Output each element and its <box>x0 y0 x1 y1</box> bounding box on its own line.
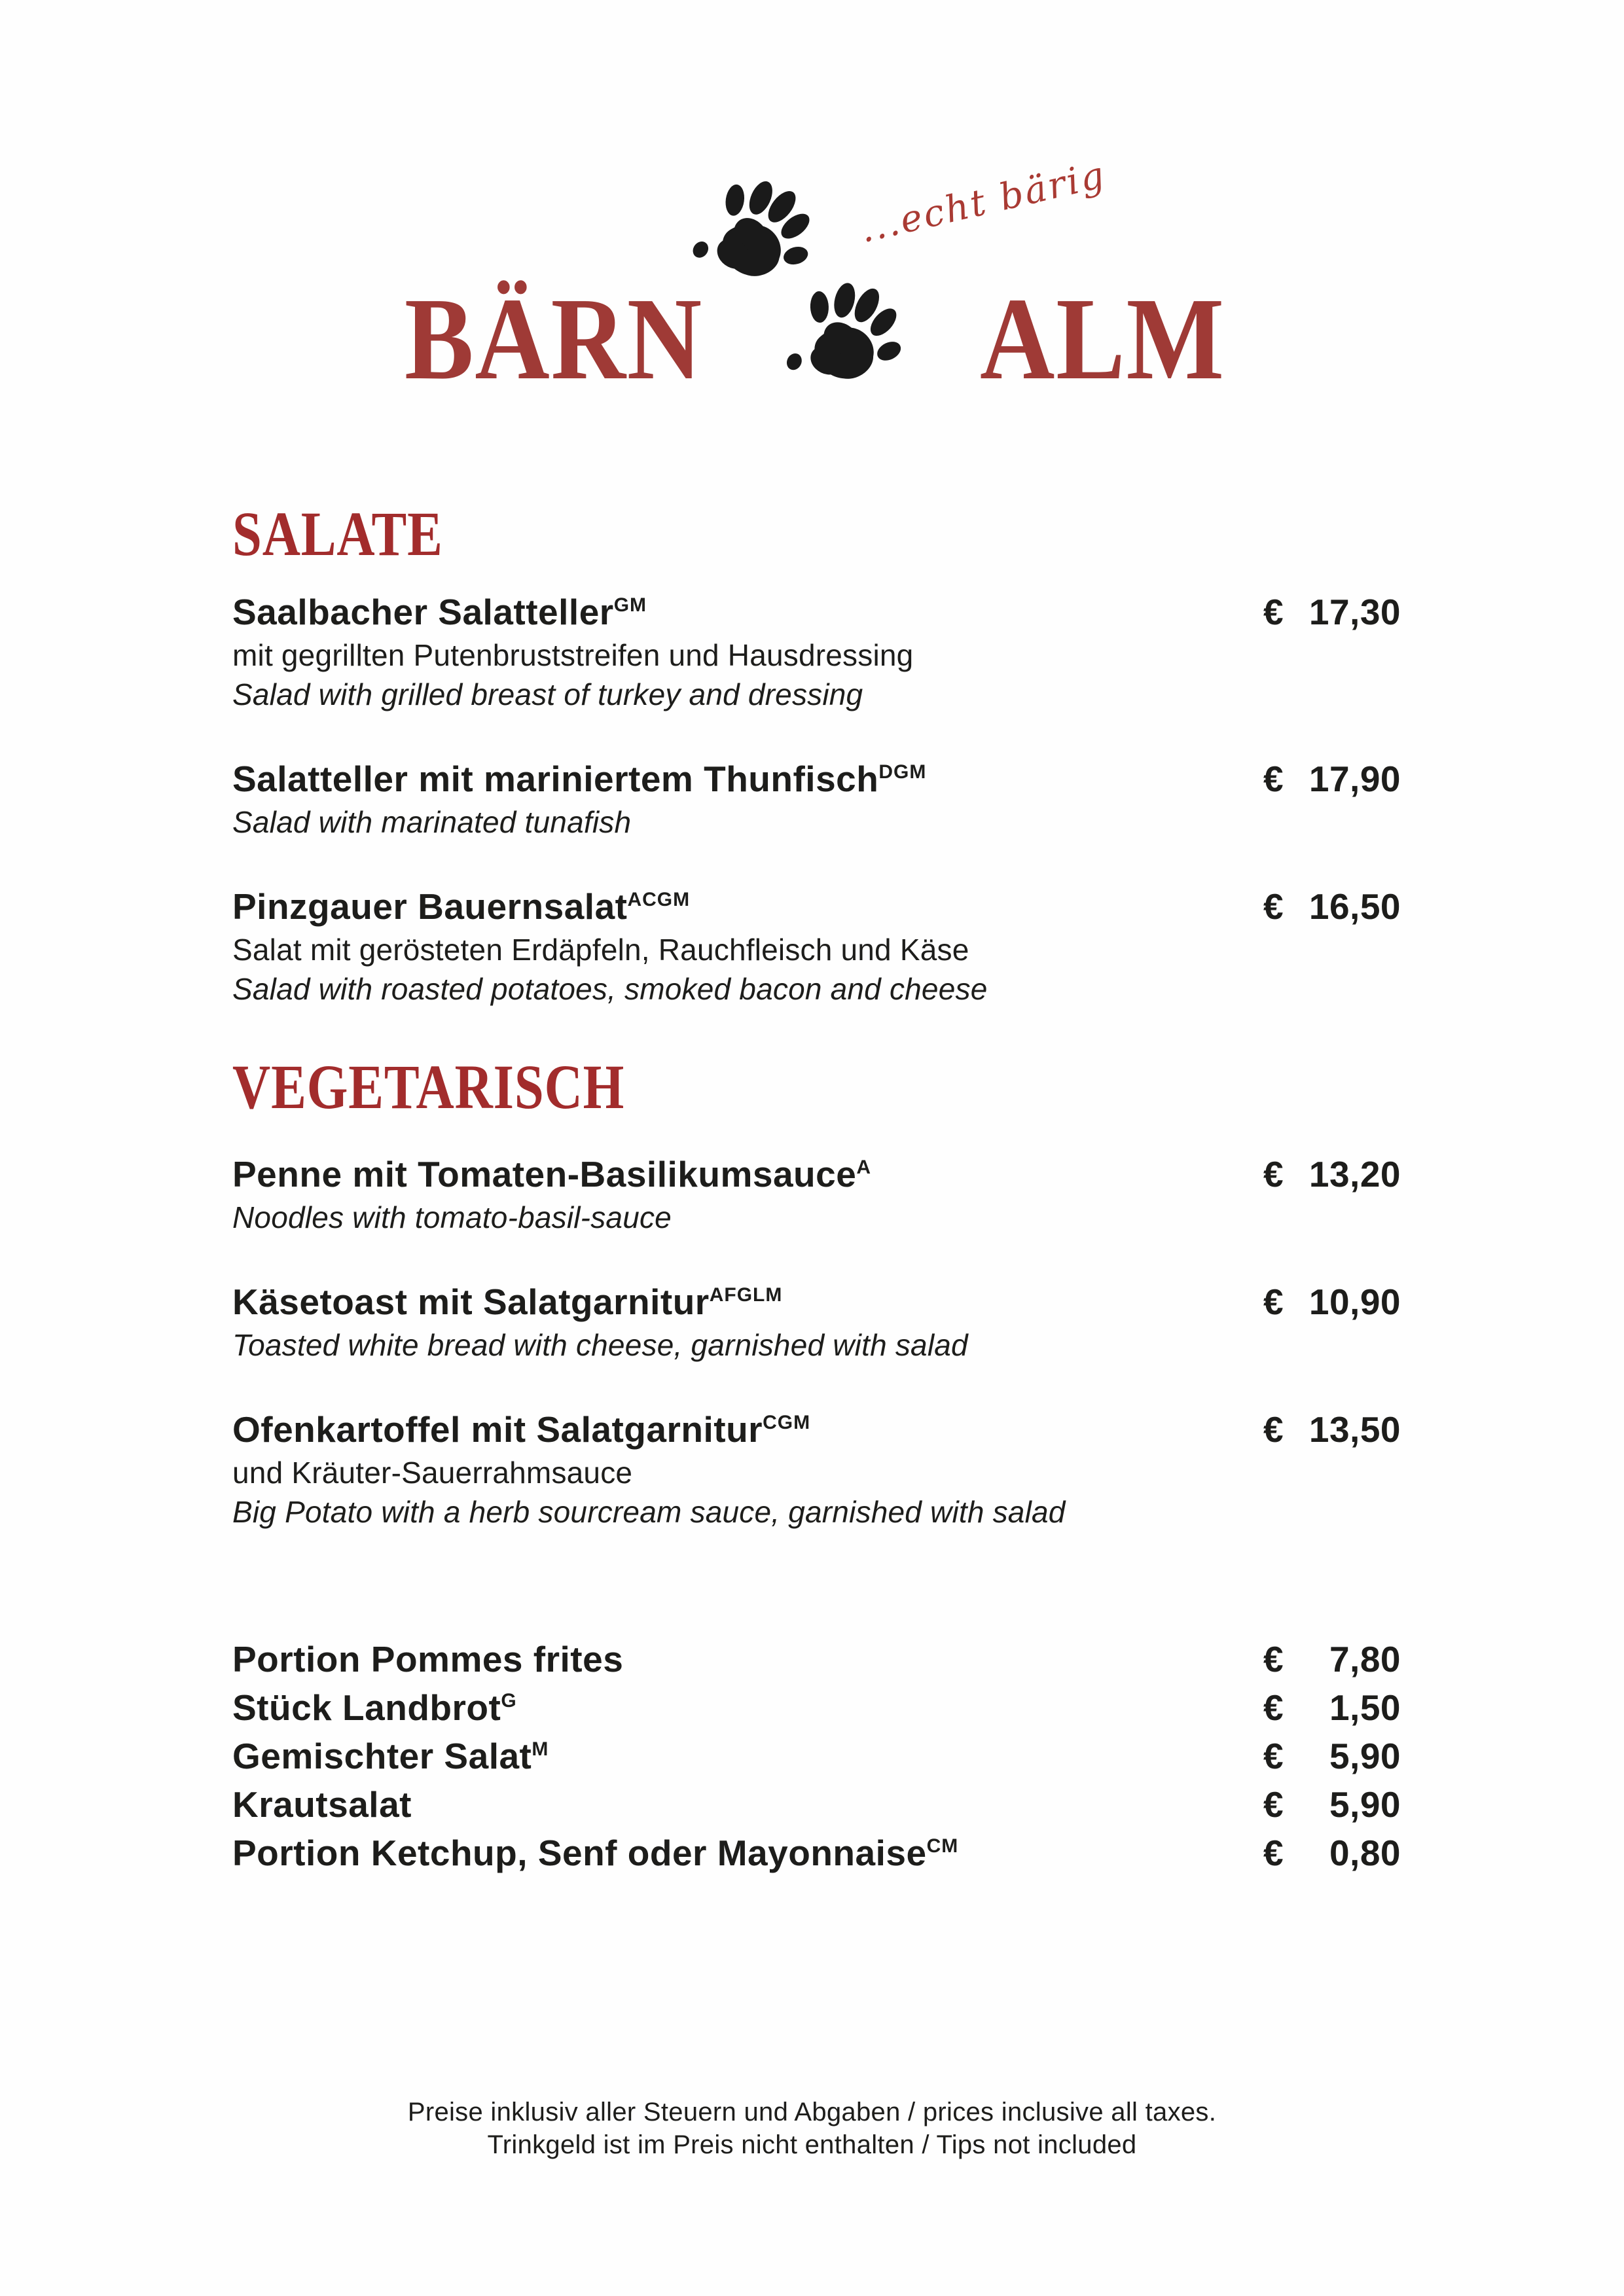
item-allergen-codes: G <box>501 1690 517 1712</box>
item-price <box>1263 1683 1401 1732</box>
item-price <box>1263 761 1401 797</box>
item-desc-de: Salat mit gerösteten Erdäpfeln, Rauchfleisch und Käse <box>232 933 969 967</box>
price-amount: 5,90 <box>1329 1736 1401 1776</box>
item-name-text: Portion Pommes frites <box>232 1639 624 1679</box>
currency-symbol: € <box>1263 886 1284 927</box>
price-amount: 1,50 <box>1329 1687 1401 1728</box>
currency-symbol: € <box>1263 1154 1284 1194</box>
item-desc-en: Toasted white bread with cheese, garnished with salad <box>232 1328 968 1362</box>
item-name-text: Penne mit Tomaten-Basilikumsauce <box>232 1154 857 1194</box>
menu-item <box>232 886 1401 1009</box>
item-name <box>232 1409 811 1450</box>
currency-symbol: € <box>1263 759 1284 799</box>
menu-item <box>232 594 1401 714</box>
item-allergen-codes: GM <box>613 594 647 616</box>
menu-item <box>232 1154 1401 1237</box>
footer-note <box>0 2096 1624 2161</box>
item-allergen-codes: A <box>856 1157 871 1178</box>
price-amount: 17,90 <box>1308 759 1401 799</box>
currency-symbol: € <box>1263 1409 1284 1450</box>
item-desc-en: Salad with grilled breast of turkey and dressing <box>232 677 863 711</box>
sides-list <box>232 1635 1401 1877</box>
price-amount: 5,90 <box>1329 1784 1401 1825</box>
currency-symbol: € <box>1263 1687 1284 1728</box>
section-title-salate: SALATE <box>232 499 443 569</box>
currency-symbol: € <box>1263 1736 1284 1776</box>
currency-symbol: € <box>1263 592 1284 632</box>
item-desc-de: mit gegrillten Putenbruststreifen und Hausdressing <box>232 638 914 672</box>
side-item <box>232 1732 1401 1780</box>
currency-symbol: € <box>1263 1784 1284 1825</box>
item-desc-en: Salad with roasted potatoes, smoked bacon and cheese <box>232 972 988 1006</box>
item-name <box>232 1683 517 1732</box>
item-desc-en: Noodles with tomato-basil-sauce <box>232 1200 672 1234</box>
item-name <box>232 594 647 630</box>
item-name-text: Käsetoast mit Salatgarnitur <box>232 1282 710 1322</box>
price-amount: 10,90 <box>1308 1282 1401 1322</box>
item-price <box>1263 1284 1401 1320</box>
logo <box>0 0 1624 471</box>
item-name-text: Ofenkartoffel mit Salatgarnitur <box>232 1409 763 1450</box>
currency-symbol: € <box>1263 1282 1284 1322</box>
item-name-text: Krautsalat <box>232 1784 412 1825</box>
currency-symbol: € <box>1263 1639 1284 1679</box>
item-name-text: Pinzgauer Bauernsalat <box>232 886 628 927</box>
price-amount: 7,80 <box>1329 1639 1401 1679</box>
footer-note-line1: Preise inklusiv aller Steuern und Abgaben / prices inclusive all taxes. <box>407 2098 1217 2126</box>
item-allergen-codes: DGM <box>878 761 927 783</box>
item-name-text: Salatteller mit mariniertem Thunfisch <box>232 759 879 799</box>
logo-text-alm: ALM <box>980 274 1225 404</box>
item-price <box>1263 886 1401 927</box>
price-amount: 17,30 <box>1308 592 1401 632</box>
side-item <box>232 1829 1401 1877</box>
side-item <box>232 1683 1401 1732</box>
item-allergen-codes: CGM <box>763 1412 811 1433</box>
item-name <box>232 886 691 927</box>
item-allergen-codes: AFGLM <box>709 1284 783 1306</box>
menu-item <box>232 1284 1401 1365</box>
footer-note-line2: Trinkgeld ist im Preis nicht enthalten / Tips not included <box>487 2130 1137 2159</box>
item-price <box>1263 1829 1401 1877</box>
item-name-text: Portion Ketchup, Senf oder Mayonnaise <box>232 1833 927 1873</box>
item-name <box>232 1154 871 1194</box>
price-amount: 13,20 <box>1308 1154 1401 1194</box>
logo-text-baern: BÄRN <box>405 274 703 404</box>
item-name-text: Saalbacher Salatteller <box>232 592 614 632</box>
item-name-text: Gemischter Salat <box>232 1736 532 1776</box>
item-name <box>232 1635 623 1683</box>
price-amount: 0,80 <box>1329 1833 1401 1873</box>
item-price <box>1263 1732 1401 1780</box>
menu-item <box>232 1409 1401 1532</box>
item-name-text: Stück Landbrot <box>232 1687 501 1728</box>
logo-tagline: ...echt bärig <box>856 153 1110 251</box>
price-amount: 13,50 <box>1308 1409 1401 1450</box>
section-title-vegetarisch: VEGETARISCH <box>232 1052 625 1122</box>
price-amount: 16,50 <box>1308 886 1401 927</box>
item-name <box>232 1780 412 1829</box>
item-name <box>232 1284 782 1320</box>
item-price <box>1263 1780 1401 1829</box>
item-name <box>232 1732 549 1780</box>
side-item <box>232 1635 1401 1683</box>
currency-symbol: € <box>1263 1833 1284 1873</box>
item-name <box>232 761 926 797</box>
item-name <box>232 1829 958 1877</box>
item-allergen-codes: M <box>532 1738 549 1760</box>
item-allergen-codes: ACGM <box>627 889 691 910</box>
item-price <box>1263 1635 1401 1683</box>
item-desc-en: Big Potato with a herb sourcream sauce, garnished with salad <box>232 1495 1066 1529</box>
menu-content <box>232 499 1401 1877</box>
menu-item <box>232 761 1401 842</box>
item-price <box>1263 594 1401 630</box>
side-item <box>232 1780 1401 1829</box>
item-desc-de: und Kräuter-Sauerrahmsauce <box>232 1456 633 1490</box>
item-desc-en: Salad with marinated tunafish <box>232 805 632 839</box>
item-allergen-codes: CM <box>926 1835 959 1857</box>
item-price <box>1263 1154 1401 1194</box>
item-price <box>1263 1409 1401 1450</box>
